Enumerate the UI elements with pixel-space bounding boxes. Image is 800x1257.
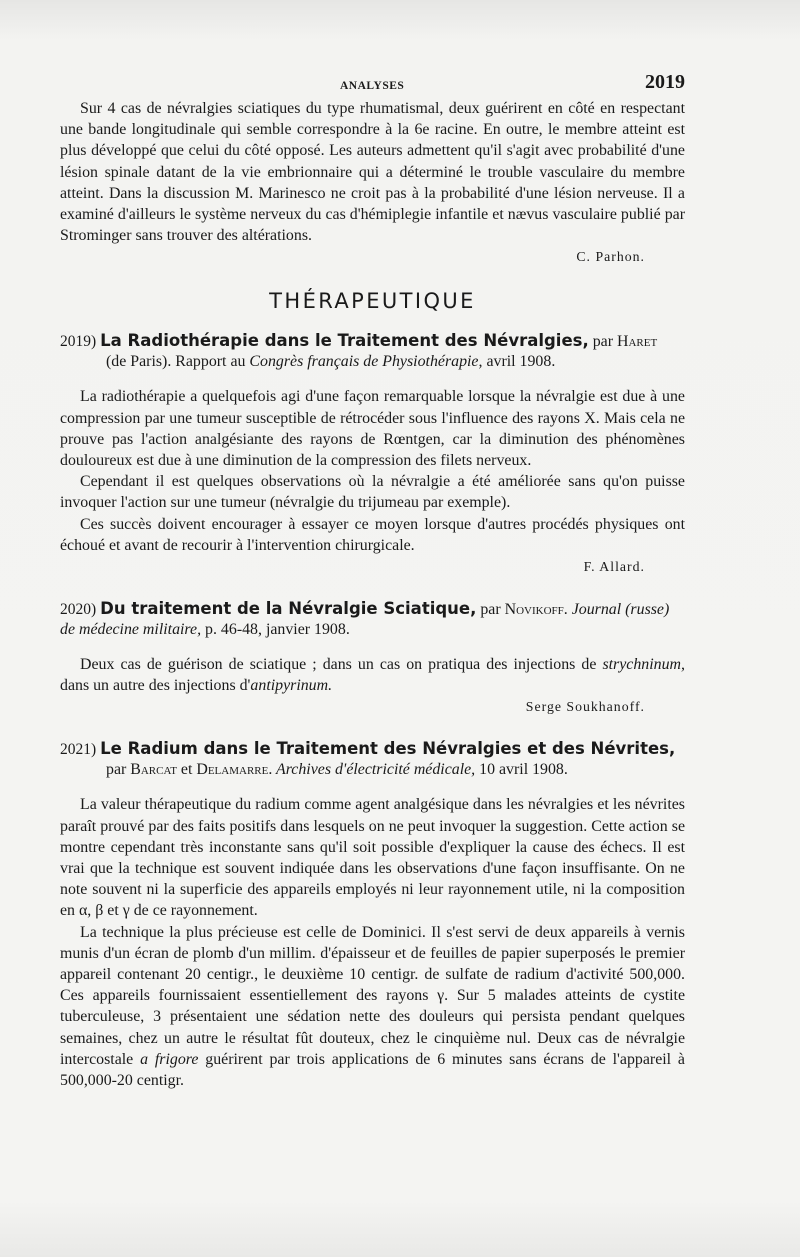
section-title: THÉRAPEUTIQUE bbox=[269, 289, 476, 314]
entry-source-journal: Congrès français de Physiothérapie, bbox=[249, 353, 483, 371]
entry-paragraph: La valeur thérapeutique du radium comme agent analgésique dans les névralgies et les névrites paraît prouvé par des faits positifs dans lesquels on ne peut invoquer la suggestion. Cette action se montre cependant très inconstante sans qu'il soit possible d'expliquer la cause des échecs. Il est vrai que la technique est souvent indiquée dans les observations d'une façon insuffisante. On ne note souvent ni la superficie des appareils employés ni leur rayonnement utile, ni la composition en α, β et γ de ce rayonnement. bbox=[60, 796, 685, 920]
entry-by: par bbox=[106, 761, 131, 779]
drug-name: strychninum, bbox=[602, 656, 685, 674]
entry-number: 2020) bbox=[60, 601, 97, 619]
entry-title: La Radiothérapie dans le Traitement des Névralgies, bbox=[100, 331, 589, 351]
entry-paragraph: La radiothérapie a quelquefois agi d'une façon remarquable lorsque la névralgie est due à une compression par une tumeur susceptible de rétrocéder sous l'influence des rayons X. Mais cela ne prouve pas l'action analgésiante des rayons de Rœntgen, car la diminution des phénomènes douloureux est due à une diminution de la compression des filets nerveux. bbox=[60, 388, 685, 470]
latin-term: a frigore bbox=[140, 1050, 199, 1068]
entry-heading bbox=[60, 739, 685, 780]
entry-title: Du traitement de la Névralgie Sciatique, bbox=[100, 599, 477, 619]
entry-number: 2021) bbox=[60, 741, 97, 759]
entry-body bbox=[60, 654, 685, 696]
entry-paragraph: Cependant il est quelques observations où la névralgie a été améliorée sans qu'on puisse invoquer l'action sur une tumeur (névralgie du trijumeau par exemple). bbox=[60, 473, 685, 512]
entry-paragraph bbox=[60, 654, 685, 696]
page-header bbox=[60, 68, 685, 98]
entry-source-journal: Journal (russe) de médecine militaire, bbox=[60, 601, 670, 639]
entry-signature: Serge Soukhanoff. bbox=[525, 699, 645, 715]
entry-author: Haret bbox=[617, 333, 658, 351]
entry-number: 2019) bbox=[60, 333, 97, 351]
paragraph-text: dans un autre des injections d' bbox=[60, 677, 251, 695]
abstract-entry-2020 bbox=[60, 599, 685, 717]
intro-paragraph: Sur 4 cas de névralgies sciatiques du type rhumatismal, deux guérirent en côté en respectant une bande longitudinale qui semble correspondre à la 6e racine. En outre, le membre atteint est plus développé que celui du côté opposé. Les auteurs admettent qu'il s'agit avec probabilité d'une lésion spinale datant de la vie embrionnaire qui a déterminé le trouble vasculaire du membre atteint. Dans la discussion M. Marinesco ne croit pas à la probabilité d'une lésion nerveuse. Il a examiné d'ailleurs le système nerveux du cas d'hémiplegie infantile et nævus vasculaire publié par Strominger sans trouver des altérations. bbox=[60, 100, 685, 245]
page-number: 2019 bbox=[645, 71, 685, 93]
running-head: ANALYSES bbox=[340, 80, 405, 92]
entry-heading bbox=[60, 599, 685, 640]
drug-name: antipyrinum. bbox=[250, 677, 333, 695]
intro-signature: C. Parhon. bbox=[576, 249, 645, 265]
entry-paragraph bbox=[60, 922, 685, 1092]
entry-body bbox=[60, 386, 685, 556]
entry-source: (de Paris). Rapport au bbox=[106, 353, 250, 371]
entry-paragraph: Ces succès doivent encourager à essayer ce moyen lorsque d'autres procédés physiques ont échoué et avant de recourir à l'intervention chirurgicale. bbox=[60, 515, 685, 554]
entry-author: Novikoff. bbox=[504, 601, 568, 619]
entry-signature: F. Allard. bbox=[583, 559, 645, 575]
entry-and: et bbox=[176, 761, 197, 779]
entry-by: par bbox=[476, 601, 505, 619]
entry-heading bbox=[60, 331, 685, 372]
paragraph-text: Deux cas de guérison de sciatique ; dans un cas on pratiqua des injections de bbox=[80, 656, 603, 674]
entry-source-journal: Archives d'électricité médicale, bbox=[272, 761, 476, 779]
entry-author: Delamarre. bbox=[196, 761, 273, 779]
entry-body bbox=[60, 794, 685, 1091]
paragraph-text: guérirent par trois applications de 6 minutes sans écrans de l'appareil à 500,000-20 centigr. bbox=[60, 1050, 685, 1090]
page-content bbox=[60, 68, 685, 1091]
entry-title: Le Radium dans le Traitement des Névralgies et des Névrites, bbox=[100, 739, 676, 759]
abstract-entry-2019 bbox=[60, 331, 685, 577]
abstract-entry-2021 bbox=[60, 739, 685, 1091]
entry-source-date: p. 46-48, janvier 1908. bbox=[201, 621, 350, 639]
paragraph-text: La technique la plus précieuse est celle de Dominici. Il s'est servi de deux appareils à vernis munis d'un écran de plomb d'un millim. d'épaisseur et de feuilles de papier superposés le premier appareil contenant 20 centigr., le deuxième 10 centigr. de sulfate de radium d'activité 500,000. Ces appareils fournissaient essentiellement des rayons γ. Sur 5 malades atteints de cystite tuberculeuse, 3 présentaient une sédation nette des douleurs qui persista pendant quelques semaines, chez un autre le résultat fût douteux, chez le cinquième nul. Deux cas de névralgie intercostale bbox=[60, 923, 685, 1068]
entry-source-date: 10 avril 1908. bbox=[475, 761, 568, 779]
entry-author: Barcat bbox=[130, 761, 177, 779]
entry-by: par bbox=[588, 333, 617, 351]
entry-source-date: avril 1908. bbox=[482, 353, 556, 371]
